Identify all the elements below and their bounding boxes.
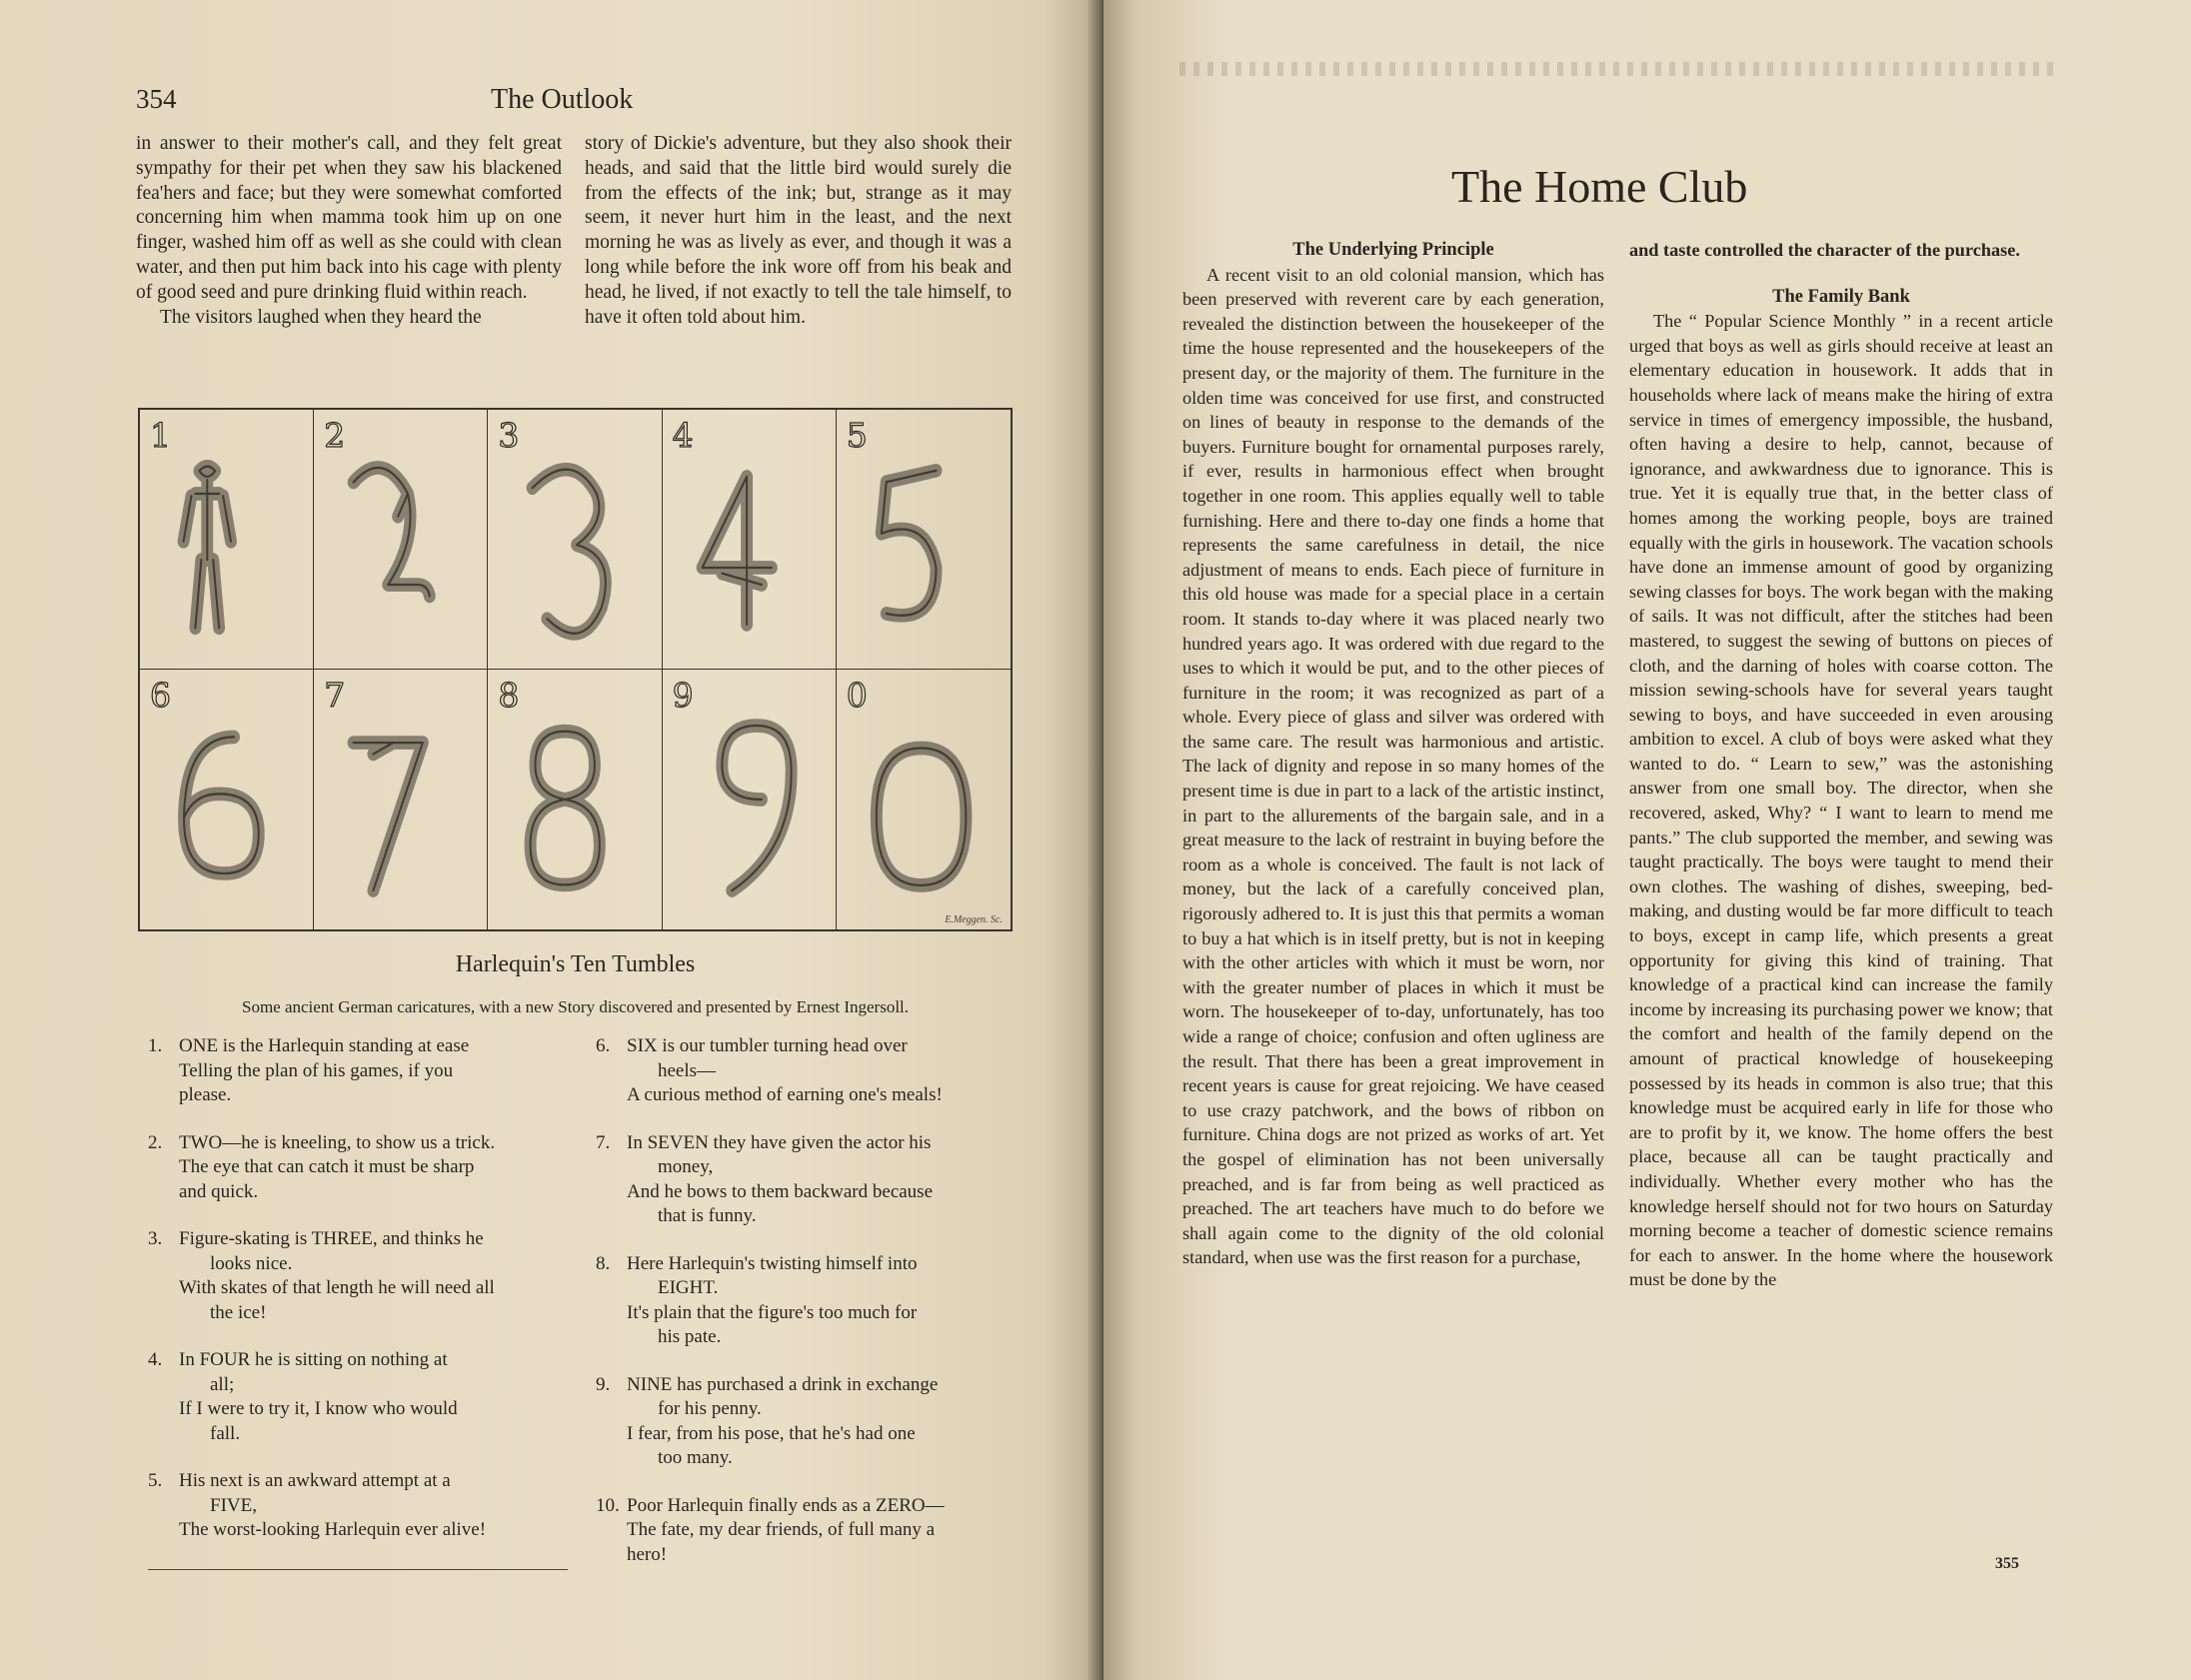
- verse-line: that is funny.: [658, 1205, 757, 1226]
- harlequin-figure: [138, 408, 1013, 931]
- verse-number: 6.: [596, 1035, 611, 1056]
- verse-number: 2.: [148, 1131, 163, 1153]
- article-column-1: [1182, 238, 1604, 1270]
- panel-number: 1: [150, 416, 171, 455]
- story-column-2: [585, 132, 1012, 330]
- story-column-1: [136, 132, 562, 330]
- verse-line: The fate, my dear friends, of full many a: [627, 1519, 936, 1540]
- verse-stanza: [148, 1348, 563, 1446]
- bleed-through-header: [1179, 62, 2059, 76]
- harlequin-drawing: [140, 670, 313, 929]
- verse-number: 10.: [596, 1494, 620, 1516]
- journal-title: The Outlook: [491, 84, 634, 115]
- harlequin-drawing: [314, 410, 487, 669]
- harlequin-drawing: [663, 670, 836, 929]
- verse-line: money,: [658, 1156, 714, 1177]
- verse-number: 7.: [596, 1131, 611, 1153]
- verse-line: NINE has purchased a drink in exchange: [627, 1373, 939, 1395]
- page-number-left: 354: [136, 84, 177, 114]
- panel-number: 9: [672, 676, 694, 715]
- section-title: The Home Club: [1451, 161, 1748, 212]
- verse-number: 9.: [596, 1373, 611, 1395]
- verse-line: fall.: [210, 1422, 241, 1444]
- harlequin-drawing: [140, 410, 313, 669]
- figure-panel: [314, 410, 488, 670]
- verse-stanza: [596, 1494, 1016, 1568]
- verse-line: Poor Harlequin finally ends as a ZERO—: [627, 1494, 945, 1516]
- figure-panel: [837, 670, 1011, 929]
- panel-number: 2: [324, 416, 346, 455]
- subhead-family-bank: The Family Bank: [1772, 286, 1910, 307]
- verse-line: EIGHT.: [658, 1277, 719, 1298]
- page-number-right: 355: [1995, 1555, 2019, 1572]
- figure-panel: [663, 670, 837, 929]
- verse-stanza: [148, 1034, 563, 1108]
- figure-panel: [488, 410, 662, 670]
- verse-column-right: [596, 1034, 1016, 1590]
- harlequin-drawing: [837, 670, 1011, 929]
- figure-panel: [837, 410, 1011, 670]
- panel-number: 6: [150, 676, 171, 715]
- panel-number: 7: [324, 676, 346, 715]
- verse-stanza: [596, 1373, 1016, 1471]
- harlequin-drawing: [488, 670, 661, 929]
- panel-number: 4: [672, 416, 694, 455]
- panel-number: 5: [846, 416, 868, 455]
- verse-line: looks nice.: [210, 1252, 293, 1274]
- verse-column-left: [148, 1034, 563, 1566]
- story-paragraph: in answer to their mother's call, and they felt great sympathy for their pet when they saw his blackened fea'hers and face; but they were somewhat comforted concerning him when mamma took him up on one finger, washed him off as well as she could with clean water, and then put him back into his cage with plenty of good seed and pure drinking fluid within reach.: [136, 133, 562, 303]
- figure-caption-title: Harlequin's Ten Tumbles: [455, 951, 696, 977]
- verse-line: A curious method of earning one's meals!: [627, 1084, 943, 1105]
- harlequin-drawing: [837, 410, 1011, 669]
- verse-line: In FOUR he is sitting on nothing at: [179, 1349, 448, 1370]
- verse-line: SIX is our tumbler turning head over: [627, 1035, 908, 1056]
- verse-line: The eye that can catch it must be sharp: [179, 1156, 475, 1177]
- verse-line: FIVE,: [210, 1494, 257, 1516]
- subhead-underlying-principle: The Underlying Principle: [1292, 240, 1494, 260]
- figure-caption-subtitle: Some ancient German caricatures, with a new Story discovered and presented by Ernest Ingersoll.: [241, 997, 910, 1016]
- verse-line: Telling the plan of his games, if you: [179, 1059, 454, 1081]
- figure-panel: [140, 670, 314, 929]
- figure-panel: [314, 670, 488, 929]
- article-paragraph: The “ Popular Science Monthly ” in a recent article urged that boys as well as girls should receive at least an elementary education in housework. It adds that in households where lack of means make the hiring of extra service in times of emergency impossible, the husband, often having a desire to help, cannot, because of ignorance, and awkwardness due to ignorance. This is true. Yet it is equally true that, in the better class of homes among the working people, boys are trained equally with the girls in housework. The vacation schools have done an immense amount of good by organizing sewing classes for boys. The work began with the making of sails. It was not difficult, after the stitches had been mastered, to suggest the sewing of buttons on pieces of cloth, and the darning of holes with coarse cotton. The mission sewing-schools have for several years taught sewing to boys, and have succeeded in even arousing ambition to excel. A club of boys were asked what they wanted to do. “ Learn to sew,” was the astonishing answer from one small boy. The director, when she recovered, asked, Why? “ I want to learn to mend me pants.” The club supported the member, and sewing was taught practically. The boys were taught to mend their own clothes. The washing of dishes, sweeping, bed-making, and dusting would be far more difficult to teach to boys, except in camp life, which presents a great opportunity for giving this kind of training. That knowledge of a practical kind can increase the family income by increasing its purchasing power we know; that the comfort and health of the family depend on the amount of practical knowledge of housekeeping possessed by its heads in common is also true; that this knowledge must be acquired early in life for those who are to profit by it, we know. The home offers the best place, because all can be taught practically and individually. Whether every mother who has the knowledge herself should not for two hours on Saturday morning become a teacher of domestic science remains for each to answer. In the home where the housework must be done by the: [1629, 311, 2053, 1290]
- verse-line: The worst-looking Harlequin ever alive!: [179, 1519, 487, 1540]
- verse-line: please.: [179, 1084, 232, 1105]
- verse-stanza: [596, 1034, 1016, 1108]
- harlequin-drawing: [488, 410, 661, 669]
- figure-panel: [140, 410, 314, 670]
- article-paragraph: A recent visit to an old colonial mansion, which has been preserved with reverent care by each generation, revealed the distinction between the housekeeper of the time the house represented and the housekeepers of the present day, or the majority of them. The furniture in the olden time was conceived for use first, and constructed on lines of beauty in response to the demands of the buyers. Furniture bought for ornamental purposes rarely, if ever, results in harmonious effect when brought together in one room. This applies equally well to table furnishing. Here and there to-day one finds a home that represents the same carefulness in detail, the nice adjustment of means to ends. Each piece of furniture in this old house was made for a special place in a certain room. It stands to-day where it was placed nearly two hundred years ago. It was ordered with due regard to the uses to which it would be put, and to the other pieces of furniture in the room; it was recognized as part of a whole. Every piece of glass and silver was ordered with the same care. The result was harmonious and artistic. The lack of dignity and repose in so many homes of the present time is due in part to a lack of the artistic instinct, in part to the allurements of the bargain sale, and in a great measure to the lack of restraint in buying before the room as a whole is conceived. The fault is not lack of money, but the lack of a carefully conceived plan, rigorously adhered to. It is just this that permits a woman to buy a hat which is in itself pretty, but is not in keeping with the other articles with which it must be worn, nor with the greater number of places in which it must be worn. The housekeeper of to-day, unfortunately, has too wide a range of choice; confusion and often ugliness are the result. That there has been a great improvement in recent years is cause for great rejoicing. We have ceased to use crazy patchwork, and the bows of ribbon on furniture. China dogs are not prized as works of art. Yet the gospel of elimination has not been universally preached, and is far from being as well practiced as preached. The art teachers have much to do before we shall again come to the dignity of the old colonial standard, when use was the first reason for a purchase,: [1182, 264, 1604, 1268]
- verse-line: too many.: [658, 1447, 733, 1468]
- verse-line: In SEVEN they have given the actor his: [627, 1131, 932, 1153]
- engraver-signature: E.Meggen. Sc.: [945, 914, 1003, 925]
- verse-stanza: [596, 1252, 1016, 1350]
- article-column-2: [1629, 238, 2053, 1292]
- verse-line: TWO—he is kneeling, to show us a trick.: [179, 1131, 496, 1153]
- verse-line: all;: [210, 1373, 235, 1395]
- verse-line: Figure-skating is THREE, and thinks he: [179, 1228, 484, 1249]
- figure-panel: [663, 410, 837, 670]
- verse-line: hero!: [627, 1543, 668, 1565]
- verse-number: 5.: [148, 1470, 163, 1491]
- bottom-rule: [148, 1569, 568, 1570]
- panel-number: 3: [498, 416, 520, 455]
- verse-line: for his penny.: [658, 1398, 762, 1419]
- verse-line: His next is an awkward attempt at a: [179, 1470, 451, 1491]
- panel-number: 0: [846, 676, 868, 715]
- verse-line: his pate.: [658, 1326, 722, 1347]
- verse-line: the ice!: [210, 1301, 267, 1323]
- verse-line: It's plain that the figure's too much for: [627, 1301, 918, 1323]
- verse-line: And he bows to them backward because: [627, 1180, 934, 1202]
- running-head-left: [136, 84, 1016, 124]
- verse-line: I fear, from his pose, that he's had one: [627, 1422, 916, 1444]
- harlequin-drawing: [663, 410, 836, 669]
- verse-stanza: [148, 1131, 563, 1205]
- panel-number: 8: [498, 676, 520, 715]
- verse-stanza: [596, 1131, 1016, 1229]
- verse-line: With skates of that length he will need all: [179, 1277, 495, 1298]
- story-paragraph: The visitors laughed when they heard the: [160, 306, 482, 328]
- verse-line: heels—: [658, 1059, 717, 1081]
- verse-number: 4.: [148, 1349, 163, 1370]
- verse-stanza: [148, 1469, 563, 1543]
- harlequin-drawing: [314, 670, 487, 929]
- figure-panel: [488, 670, 662, 929]
- verse-number: 8.: [596, 1252, 611, 1274]
- article-paragraph: and taste controlled the character of the purchase.: [1629, 240, 2020, 260]
- verse-line: and quick.: [179, 1180, 259, 1202]
- verse-number: 1.: [148, 1035, 163, 1056]
- verse-number: 3.: [148, 1228, 163, 1249]
- verse-stanza: [148, 1227, 563, 1325]
- verse-line: ONE is the Harlequin standing at ease: [179, 1035, 470, 1056]
- verse-line: If I were to try it, I know who would: [179, 1398, 458, 1419]
- verse-line: Here Harlequin's twisting himself into: [627, 1252, 918, 1274]
- story-paragraph: story of Dickie's adventure, but they also shook their heads, and said that the little bird would surely die from the effects of the ink; but, strange as it may seem, it never hurt him in the least, and the next morning he was as lively as ever, and though it was a long while before the ink wore off from his beak and head, he lived, if not exactly to tell the tale himself, to have it often told about him.: [585, 133, 1012, 328]
